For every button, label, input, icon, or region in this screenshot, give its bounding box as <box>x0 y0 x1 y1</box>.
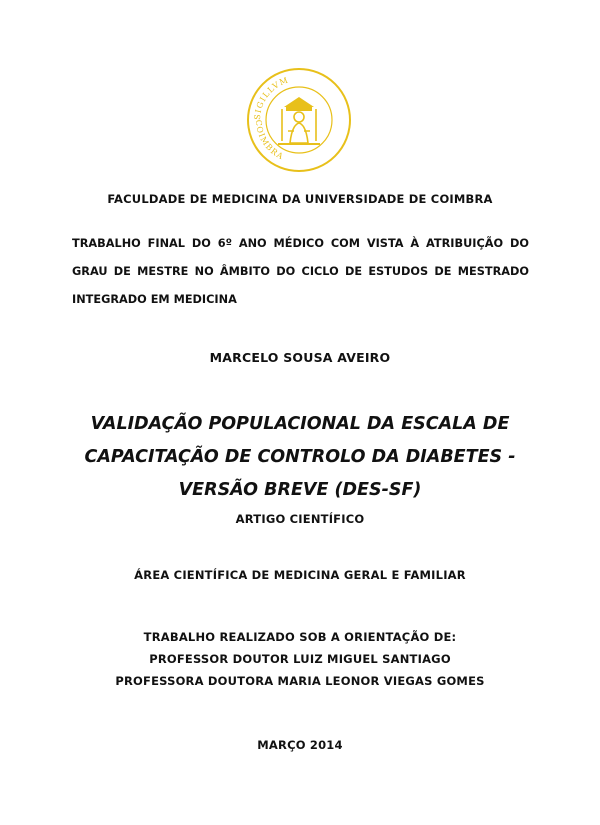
author-name: MARCELO SOUSA AVEIRO <box>209 350 391 365</box>
title-line-3: VERSÃO BREVE (DES-SF) <box>178 480 422 500</box>
title-line-2: CAPACITAÇÃO DE CONTROLO DA DIABETES - <box>84 447 516 467</box>
title-line-1: VALIDAÇÃO POPULACIONAL DA ESCALA DE <box>90 414 510 434</box>
supervisor-1: PROFESSOR DOUTOR LUIZ MIGUEL SANTIAGO <box>149 652 451 666</box>
work-description-line-1: TRABALHO FINAL DO 6º ANO MÉDICO COM VISTA À ATRIBUIÇÃO DO <box>72 237 529 250</box>
supervisor-2: PROFESSORA DOUTORA MARIA LEONOR VIEGAS GOMES <box>115 674 485 688</box>
article-type: ARTIGO CIENTÍFICO <box>235 512 365 526</box>
scientific-area: ÁREA CIENTÍFICA DE MEDICINA GERAL E FAMILIAR <box>134 568 466 582</box>
work-description-line-3: INTEGRADO EM MEDICINA <box>72 293 237 306</box>
faculty-name: FACULDADE DE MEDICINA DA UNIVERSIDADE DE COIMBRA <box>107 192 493 206</box>
date: MARÇO 2014 <box>257 738 343 752</box>
svg-text:SIGILLVM: SIGILLVM <box>252 75 291 121</box>
university-seal-icon <box>246 67 352 173</box>
work-description-line-2: GRAU DE MESTRE NO ÂMBITO DO CICLO DE ESTUDOS DE MESTRADO <box>72 265 529 278</box>
svg-text:COIMBRA: COIMBRA <box>253 119 286 162</box>
supervision-heading: TRABALHO REALIZADO SOB A ORIENTAÇÃO DE: <box>143 630 457 644</box>
